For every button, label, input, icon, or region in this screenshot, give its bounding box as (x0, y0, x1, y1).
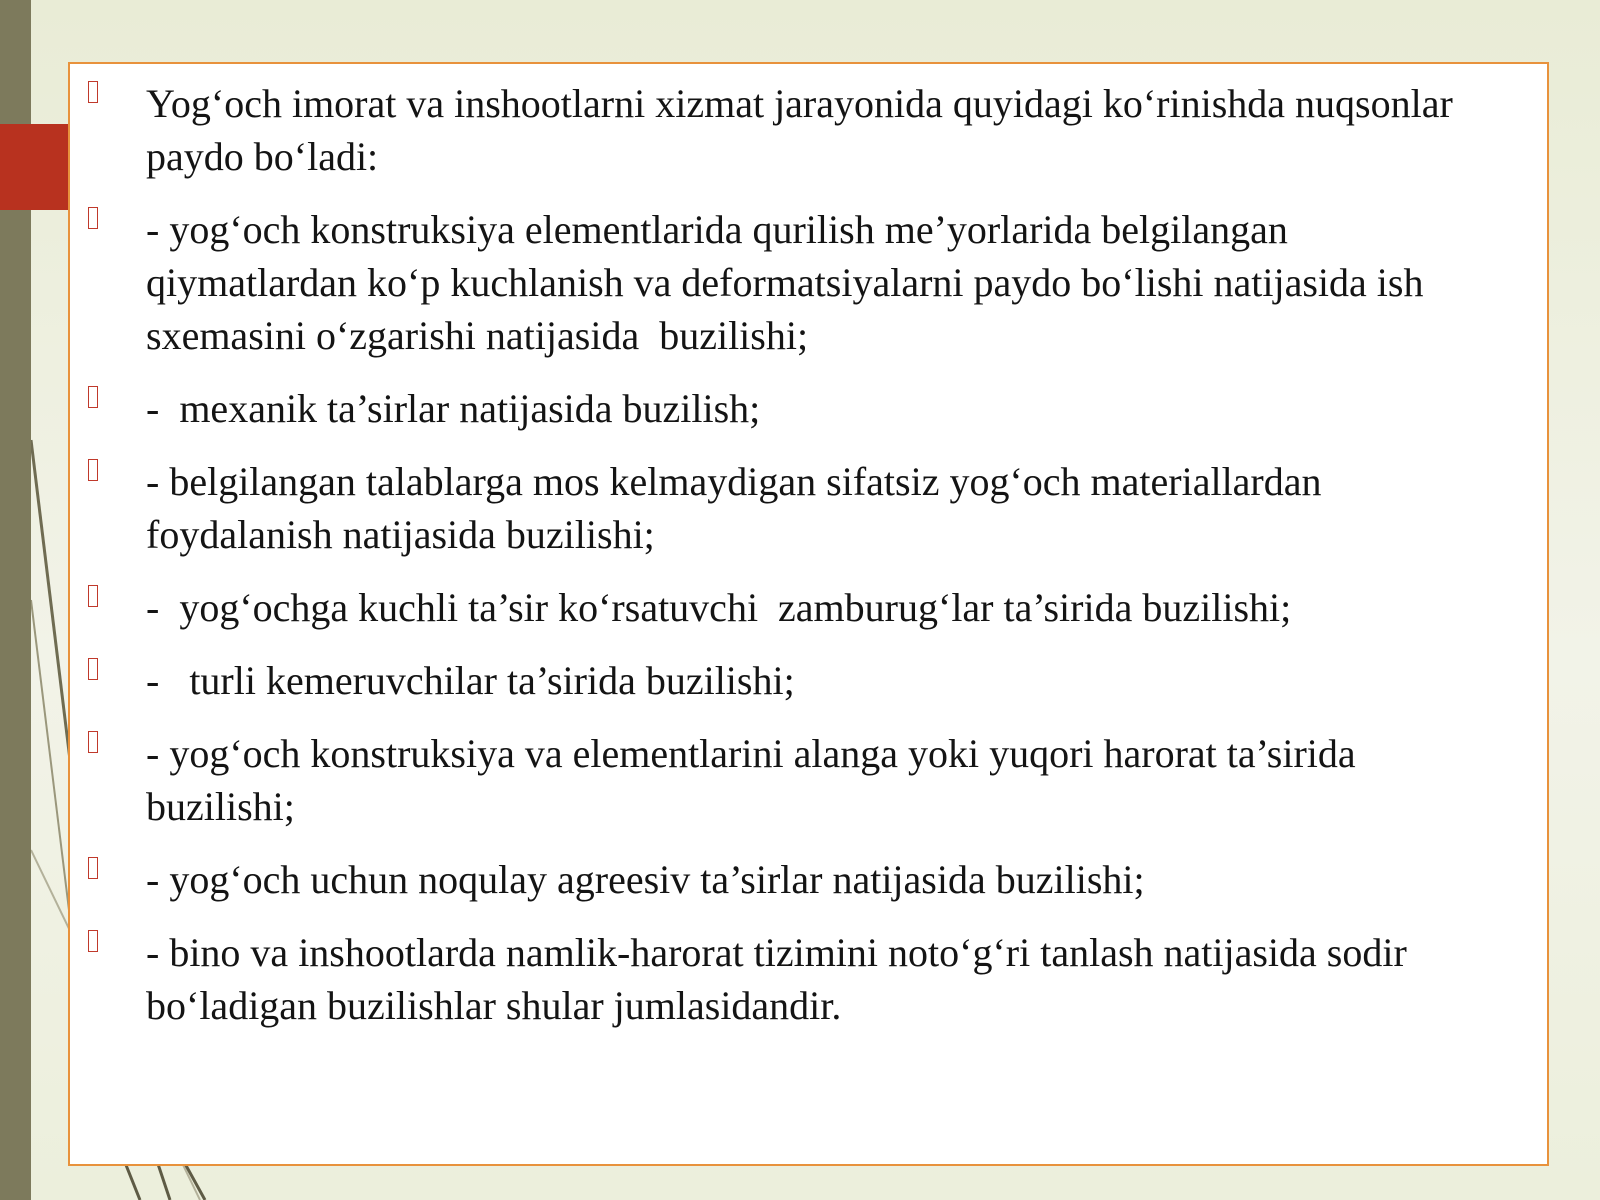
bullet-text: - belgilangan talablarga mos kelmaydigan sifatsiz yog‘och materiallardan foydalanish natijasida buzilishi; (146, 459, 1332, 557)
red-accent-block (0, 124, 68, 210)
bullet-text: - yog‘och konstruksiya va elementlarini alanga yoki yuqori harorat ta’sirida buzilishi; (146, 731, 1366, 829)
bullet-text: - yog‘och konstruksiya elementlarida qurilish me’yorlarida belgilangan qiymatlardan ko‘p kuchlanish va deformatsiyalarni paydo bo‘lishi natijasida ish sxemasini o‘zgarishi natijasida buzilishi; (146, 207, 1434, 358)
bullet-item (70, 581, 1507, 634)
hollow-rectangle-bullet-icon (88, 857, 98, 879)
bullet-text: - yog‘och uchun noqulay agreesiv ta’sirlar natijasida buzilishi; (146, 857, 1145, 902)
bullet-text: - yog‘ochga kuchli ta’sir ko‘rsatuvchi zamburug‘lar ta’sirida buzilishi; (146, 585, 1292, 630)
bullet-text: - mexanik ta’sirlar natijasida buzilish; (146, 386, 761, 431)
content-box (68, 62, 1549, 1166)
hollow-rectangle-bullet-icon (88, 207, 98, 229)
hollow-rectangle-bullet-icon (88, 459, 98, 481)
hollow-rectangle-bullet-icon (88, 81, 98, 103)
bullet-list (70, 64, 1547, 1032)
bullet-item (70, 203, 1507, 362)
bullet-item (70, 382, 1507, 435)
bullet-text: - bino va inshootlarda namlik-harorat tizimini noto‘g‘ri tanlash natijasida sodir bo‘ladigan buzilishlar shular jumlasidandir. (146, 930, 1417, 1028)
bullet-item (70, 455, 1507, 561)
hollow-rectangle-bullet-icon (88, 585, 98, 607)
bullet-item (70, 926, 1507, 1032)
bullet-item (70, 727, 1507, 833)
bullet-item (70, 853, 1507, 906)
hollow-rectangle-bullet-icon (88, 386, 98, 408)
hollow-rectangle-bullet-icon (88, 731, 98, 753)
bullet-text: - turli kemeruvchilar ta’sirida buzilishi; (146, 658, 795, 703)
bullet-text: Yog‘och imorat va inshootlarni xizmat jarayonida quyidagi ko‘rinishda nuqsonlar paydo bo‘ladi: (146, 81, 1463, 179)
bullet-item (70, 654, 1507, 707)
bullet-item (70, 77, 1507, 183)
hollow-rectangle-bullet-icon (88, 930, 98, 952)
hollow-rectangle-bullet-icon (88, 658, 98, 680)
